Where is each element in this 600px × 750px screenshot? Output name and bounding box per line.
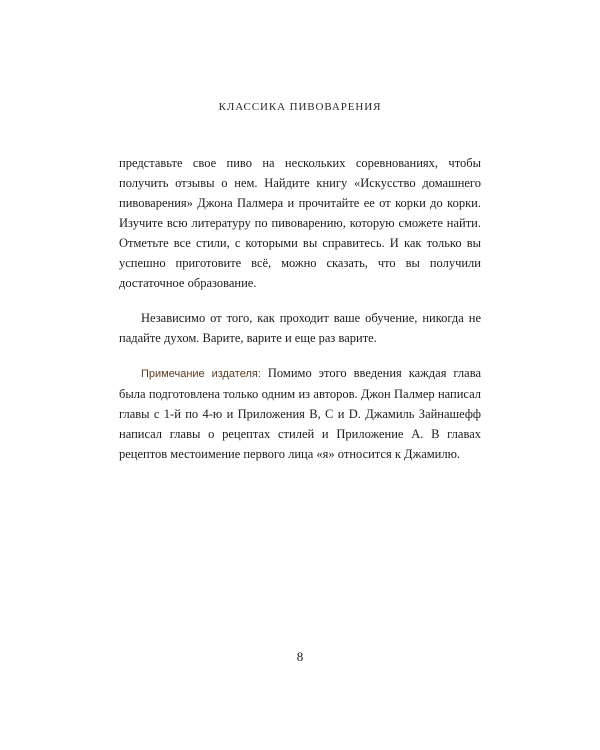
running-head: КЛАССИКА ПИВОВАРЕНИЯ bbox=[218, 101, 382, 113]
publisher-note-text: Помимо этого введения каждая глава была подготовлена только одним из авторов. Джон Палмер написал главы с 1-й по 4-ю и Приложения B, C и D. Джамиль Зайнашефф написал главы о рецептах стилей и Приложение А. В главах рецептов местоимение первого лица «я» относится к Джамилю. bbox=[119, 366, 481, 461]
publisher-note bbox=[119, 363, 481, 464]
publisher-note-label: Примечание издателя: bbox=[141, 368, 261, 380]
page-number: 8 bbox=[296, 649, 304, 664]
paragraph-brew-encouragement: Независимо от того, как проходит ваше обучение, никогда не падайте духом. Варите, варите и еще раз варите. bbox=[119, 311, 481, 345]
body-text bbox=[119, 153, 481, 464]
paragraph-continued: представьте свое пиво на нескольких соревнованиях, чтобы получить отзывы о нем. Найдите книгу «Искусство домашнего пивоварения» Джона Палмера и прочитайте ее от корки до корки. Изучите всю литературу по пивоварению, которую сможете найти. Отметьте все стили, с которыми вы справитесь. И как только вы успешно приготовите всё, можно сказать, что вы получили достаточное образование. bbox=[119, 156, 481, 290]
